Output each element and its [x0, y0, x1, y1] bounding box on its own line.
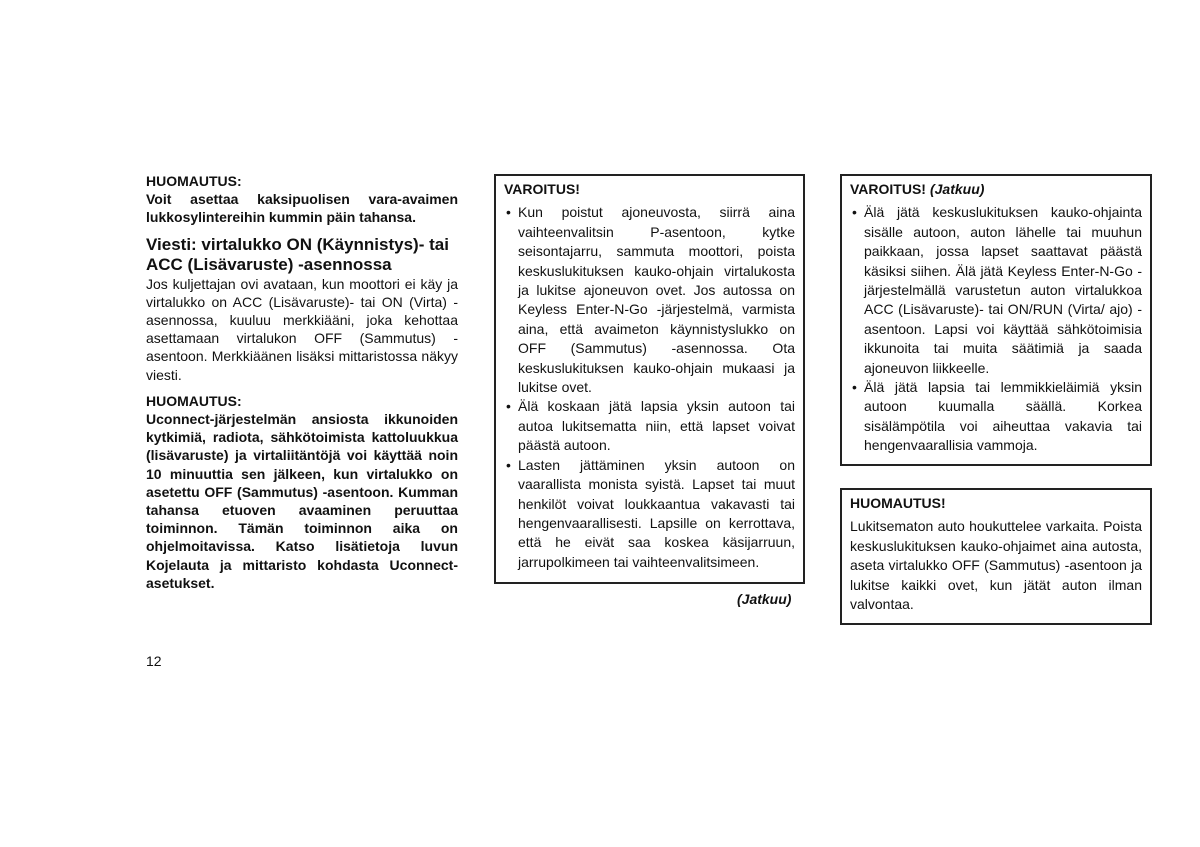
bullet-icon: • [852, 379, 857, 396]
warning-bullet-list [504, 203, 795, 572]
section-heading: Viesti: virtalukko ON (Käynnistys)- tai ACC (Lisävaruste) -asennossa [146, 234, 449, 274]
section-paragraph: Jos kuljettajan ovi avataan, kun moottori ei käy ja virtalukko on ACC (Lisävaruste)- tai ON (Virta) -asennossa, kuuluu merkkiääni, joka kehottaa asettamaan virtalukon OFF (Sammutus) -asentoon. Merkkiäänen lisäksi mittaristossa näkyy viesti. [146, 275, 458, 383]
bullet-icon: • [506, 204, 511, 221]
warning-title-continued: VAROITUS! (Jatkuu) [850, 181, 985, 197]
warning-bullet: • Älä jätä keskuslukituksen kauko-ohjainta sisälle autoon, auton lähelle tai muuhun paikkaan, jossa lapset saattavat päästä käsiksi siihen. Älä jätä Keyless Enter-N-Go -järjestelmällä varustetun auton virtalukkoa ACC (Lisävaruste)- tai ON/RUN (Virta/ ajo) -asentoon. Lapsi voi käyttää sähkötoimisia ikkunoita tai muita säätimiä ja saada ajoneuvon liikkeelle. [852, 204, 1142, 376]
note-label-2: HUOMAUTUS: [146, 392, 242, 409]
bullet-icon: • [852, 204, 857, 221]
note-box-title: HUOMAUTUS! [850, 495, 946, 511]
note-text: Voit asettaa kaksipuolisen vara-avaimen lukkosylintereihin kummin päin tahansa. [146, 191, 458, 226]
note-box-text: Lukitsematon auto houkuttelee varkaita. Poista keskuslukituksen kauko-ohjaimet aina autosta, aseta virtalukko OFF (Sammutus) -asentoon ja lukitse kaikki ovet, kun jätät auton ilman valvontaa. [850, 518, 1142, 613]
bullet-icon: • [506, 456, 511, 473]
page-number: 12 [146, 653, 162, 669]
warning-bullet: • Älä koskaan jätä lapsia yksin autoon tai autoa lukitsematta niin, että lapset voivat päästä autoon. [506, 398, 795, 454]
warning-bullet: • Älä jätä lapsia tai lemmikkieläimiä yksin autoon kuumalla säällä. Korkea sisälämpötila voi aiheuttaa vakavia tai hengenvaarallisia vammoja. [852, 379, 1142, 454]
continued-suffix: (Jatkuu) [929, 181, 985, 197]
left-column [146, 172, 458, 592]
warning-bullet: • Kun poistut ajoneuvosta, siirrä aina vaihteenvalitsin P-asentoon, kytke seisontajarru, sammuta moottori, poista keskuslukituksen kauko-ohjain virtalukosta ja lukitse ajoneuvon ovet. Jos autossa on Keyless Enter-N-Go -järjestelmä, varmista aina, että avaimeton käynnistyslukko on OFF (Sammutus) -asennossa. Ota keskuslukituksen kauko-ohjain mukaasi ja lukitse ovet. [506, 204, 795, 396]
warning-bullet: • Lasten jättäminen yksin autoon on vaarallista monista syistä. Lapset tai muut henkilöt voivat loukkaantua vakavasti tai hengenvaarallisesti. Lapsille on kerrottava, että he eivät saa koskea käsijarruun, jarrupolkimeen tai vaihteenvalitsimeen. [506, 456, 795, 570]
note-box [840, 488, 1152, 625]
continued-label: (Jatkuu) [737, 591, 792, 607]
warning-box-continued [840, 174, 1152, 466]
note-label: HUOMAUTUS: [146, 173, 242, 189]
warning-bullet-list-continued [850, 203, 1142, 455]
note-text-2: Uconnect-järjestelmän ansiosta ikkunoiden kytkimiä, radiota, sähkötoimista kattoluukkua (lisävaruste) ja virtaliitäntöjä voi käyttää noin 10 minuuttia sen jälkeen, kun virtalukko on asetettu OFF (Sammutus) -asentoon. Kumman tahansa etuoven avaaminen peruuttaa toiminnon. Tämän toiminnon aika on ohjelmoitavissa. Katso lisätietoja luvun Kojelauta ja mittaristo kohdasta Uconnect-asetukset. [146, 411, 458, 591]
warning-box [494, 174, 805, 584]
warning-title: VAROITUS! [504, 181, 580, 197]
bullet-icon: • [506, 398, 511, 415]
